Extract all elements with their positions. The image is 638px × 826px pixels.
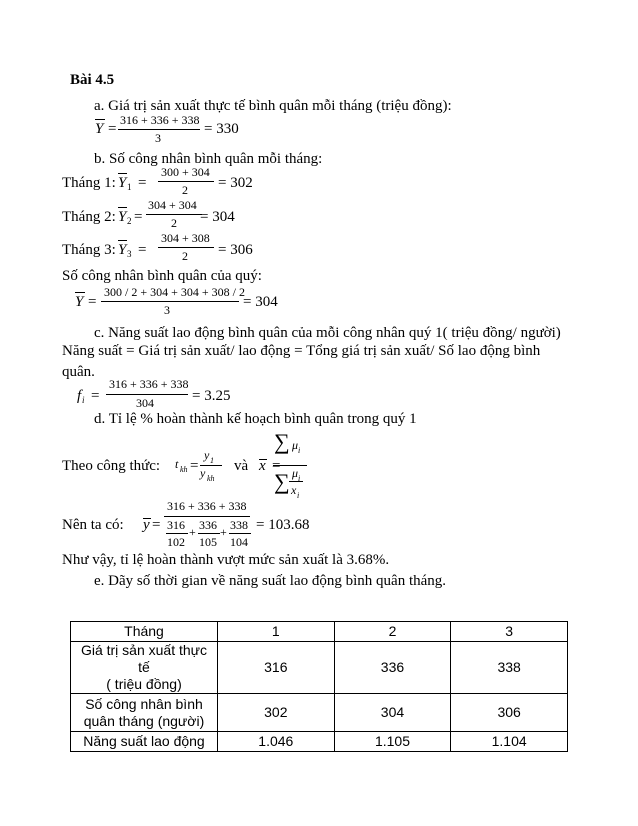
time-series-table bbox=[70, 621, 568, 752]
b-month2-den: 2 bbox=[171, 216, 177, 230]
part-c-heading: c. Năng suất lao động bình quân của mỗi công nhân quý 1( triệu đồng/ người) bbox=[94, 325, 561, 341]
d-formula-label: Theo công thức: bbox=[62, 458, 161, 474]
table-cell: 306 bbox=[451, 694, 568, 732]
d-frac3-bar bbox=[229, 533, 251, 534]
c-line3: quân. bbox=[62, 364, 95, 380]
d-mu-bottom: μ bbox=[292, 466, 299, 480]
d-x-eq: = bbox=[272, 458, 281, 474]
table-cell: 1.046 bbox=[218, 732, 335, 752]
table-cell: 1.104 bbox=[451, 732, 568, 752]
table-cell: 302 bbox=[218, 694, 335, 732]
d-frac1-den: 102 bbox=[167, 535, 185, 549]
d-x-overline bbox=[259, 459, 267, 460]
b-month1-label: Tháng 1: bbox=[62, 175, 116, 191]
d-y-overline bbox=[143, 518, 151, 519]
c-eq: = bbox=[91, 388, 100, 404]
d-t-eq: = bbox=[190, 458, 199, 474]
d-t-sub: kh bbox=[180, 465, 188, 474]
c-sub: i bbox=[82, 395, 85, 405]
d-x-bar bbox=[273, 465, 307, 466]
row-label-line: Giá trị sản xuất thực tế bbox=[80, 642, 208, 675]
d-plus2: + bbox=[220, 525, 227, 539]
a-denominator: 3 bbox=[155, 131, 161, 145]
table-row-label bbox=[71, 642, 218, 694]
d-y-var: y bbox=[143, 517, 150, 533]
b-quarter-den: 3 bbox=[164, 303, 170, 317]
d-ykh-sub: kh bbox=[207, 474, 215, 483]
b-month2-label: Tháng 2: bbox=[62, 209, 116, 225]
d-y1: y bbox=[204, 448, 210, 462]
d-y-eq: = bbox=[152, 517, 161, 533]
b-quarter-num: 300 / 2 + 304 + 304 + 308 / 2 bbox=[104, 285, 245, 299]
exercise-title: Bài 4.5 bbox=[70, 72, 115, 88]
table-header-row bbox=[71, 622, 568, 642]
b-month2-overline bbox=[118, 207, 127, 208]
d-x-var: x bbox=[259, 458, 266, 474]
a-numerator: 316 + 336 + 338 bbox=[120, 113, 200, 127]
b-month1-den: 2 bbox=[182, 183, 188, 197]
part-a-heading: a. Giá trị sản xuất thực tế bình quân mỗi tháng (triệu đồng): bbox=[94, 98, 452, 114]
b-month1-bar bbox=[158, 181, 214, 182]
b-month1-var: Y bbox=[118, 175, 127, 191]
d-mu-x-bar bbox=[289, 481, 303, 482]
row-label-line: Số công nhân bình bbox=[85, 695, 203, 712]
c-result: = 3.25 bbox=[192, 388, 231, 404]
table-row-label bbox=[71, 694, 218, 732]
b-quarter-label: Số công nhân bình quân của quý: bbox=[62, 268, 262, 284]
d-mu-top: μ bbox=[292, 438, 299, 452]
c-line2: Năng suất = Giá trị sản xuất/ lao động = Tổng giá trị sản xuất/ Số lao động bình bbox=[62, 343, 541, 359]
row-label-line: quân tháng (người) bbox=[83, 712, 205, 729]
b-month2-eq: = bbox=[134, 209, 143, 225]
d-conclusion: Như vậy, tỉ lệ hoàn thành vượt mức sản xuất là 3.68%. bbox=[62, 552, 390, 568]
d-frac3-den: 104 bbox=[230, 535, 248, 549]
d-frac2-den: 105 bbox=[199, 535, 217, 549]
d-frac1-num: 316 bbox=[167, 518, 185, 532]
b-quarter-result: = 304 bbox=[243, 294, 278, 310]
d-frac3-num: 338 bbox=[230, 518, 248, 532]
a-lhs-var: Y bbox=[95, 121, 104, 137]
b-month2-bar bbox=[146, 214, 202, 215]
a-fraction-bar bbox=[118, 129, 200, 130]
table-header-cell: 1 bbox=[218, 622, 335, 642]
b-month3-label: Tháng 3: bbox=[62, 242, 116, 258]
table-cell: 336 bbox=[334, 642, 451, 694]
b-month3-den: 2 bbox=[182, 249, 188, 263]
part-e-heading: e. Dãy số thời gian về năng suất lao động bình quân tháng. bbox=[94, 573, 447, 589]
b-month1-overline bbox=[118, 173, 127, 174]
b-month3-overline bbox=[118, 240, 127, 241]
table-cell: 1.105 bbox=[334, 732, 451, 752]
c-var: f bbox=[77, 388, 82, 404]
b-month3-result: = 306 bbox=[218, 242, 253, 258]
b-quarter-eq: = bbox=[88, 294, 97, 310]
d-plus1: + bbox=[189, 525, 196, 539]
d-frac2-bar bbox=[198, 533, 220, 534]
b-month3-num: 304 + 308 bbox=[161, 231, 210, 245]
b-month1-num: 300 + 304 bbox=[161, 165, 210, 179]
table-cell: 338 bbox=[451, 642, 568, 694]
d-x-sub-i: i bbox=[297, 491, 300, 500]
a-result: = 330 bbox=[204, 121, 239, 137]
d-ykh: y bbox=[200, 466, 206, 480]
table-header-cell: 3 bbox=[451, 622, 568, 642]
b-quarter-bar bbox=[101, 301, 239, 302]
table-row-label: Năng suất lao động bbox=[71, 732, 218, 752]
b-month2-sub: 2 bbox=[127, 216, 132, 226]
c-den: 304 bbox=[136, 396, 154, 410]
d-mu-top-sub: i bbox=[298, 446, 301, 455]
d-x-sub: x bbox=[291, 483, 297, 497]
d-result: = 103.68 bbox=[256, 517, 310, 533]
d-mu-bottom-sub: i bbox=[298, 474, 301, 483]
b-month2-result: = 304 bbox=[200, 209, 235, 225]
b-month1-eq: = bbox=[138, 175, 147, 191]
d-sum-bottom: ∑ bbox=[274, 469, 290, 494]
b-month2-var: Y bbox=[118, 209, 127, 225]
c-num: 316 + 336 + 338 bbox=[109, 377, 189, 391]
a-eq: = bbox=[108, 121, 117, 137]
b-quarter-overline bbox=[75, 292, 85, 293]
d-y1-sub: 1 bbox=[210, 456, 214, 465]
d-sum-top: ∑ bbox=[274, 429, 290, 454]
b-month3-var: Y bbox=[118, 242, 127, 258]
row-label-line: ( triệu đồng) bbox=[106, 676, 182, 692]
table-cell: 316 bbox=[218, 642, 335, 694]
part-b-heading: b. Số công nhân bình quân mỗi tháng: bbox=[94, 151, 323, 167]
part-d-heading: d. Tỉ lệ % hoàn thành kế hoạch bình quân trong quý 1 bbox=[94, 411, 417, 427]
d-frac1-bar bbox=[166, 533, 188, 534]
d-and: và bbox=[234, 458, 249, 474]
d-big-bar bbox=[164, 516, 250, 517]
c-bar bbox=[106, 394, 188, 395]
table-row bbox=[71, 732, 568, 752]
b-month3-bar bbox=[158, 247, 214, 248]
a-overline bbox=[95, 119, 105, 120]
b-month2-num: 304 + 304 bbox=[148, 198, 197, 212]
d-frac2-num: 336 bbox=[199, 518, 217, 532]
b-month3-sub: 3 bbox=[127, 249, 132, 259]
table-header-cell: Tháng bbox=[71, 622, 218, 642]
table-header-cell: 2 bbox=[334, 622, 451, 642]
table-row bbox=[71, 642, 568, 694]
b-month1-result: = 302 bbox=[218, 175, 253, 191]
table-cell: 304 bbox=[334, 694, 451, 732]
b-month3-eq: = bbox=[138, 242, 147, 258]
d-big-num: 316 + 336 + 338 bbox=[167, 499, 247, 513]
table-row bbox=[71, 694, 568, 732]
d-apply-label: Nên ta có: bbox=[62, 517, 124, 533]
d-t-var: t bbox=[175, 457, 179, 471]
b-quarter-var: Y bbox=[75, 294, 84, 310]
b-month1-sub: 1 bbox=[127, 182, 132, 192]
